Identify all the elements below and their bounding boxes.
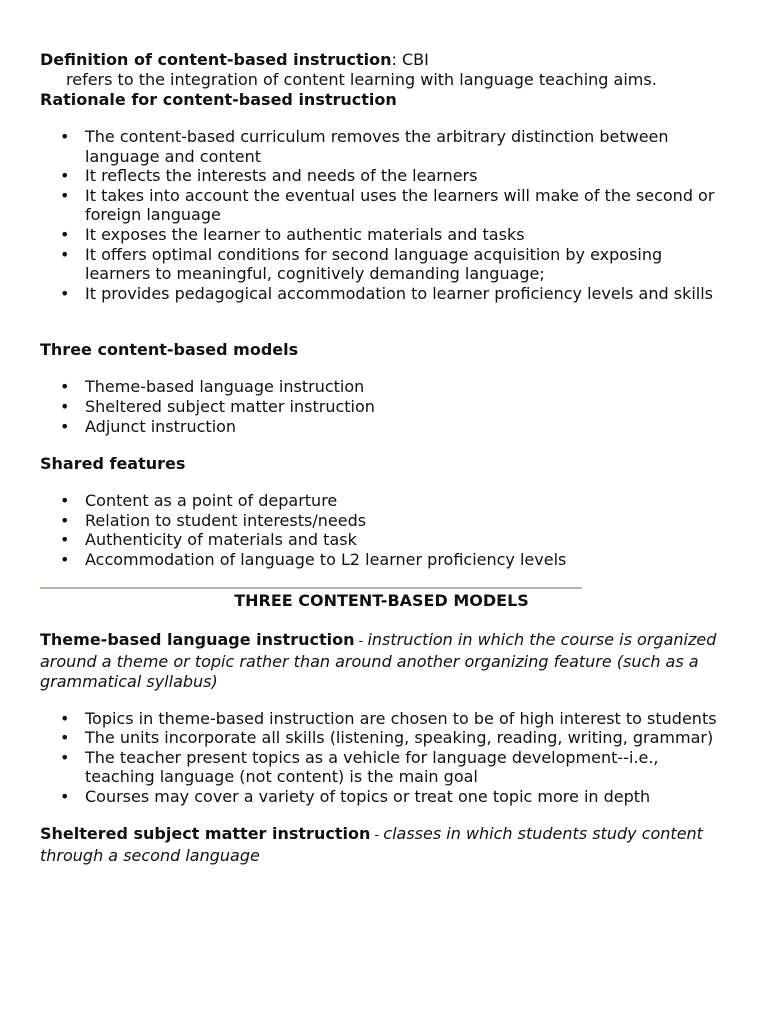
list-item: • Topics in theme-based instruction are chosen to be of high interest to students: [60, 708, 717, 728]
list-item: • It reflects the interests and needs of the learners: [60, 166, 478, 186]
list-item: • Content as a point of departure: [60, 491, 338, 511]
sheltered-title: Sheltered subject matter instruction: [40, 824, 371, 844]
list-item: • It exposes the learner to authentic materials and tasks: [60, 224, 525, 244]
list-item: • Accommodation of language to L2 learner proficiency levels: [60, 549, 567, 569]
theme-based-paragraph: [40, 630, 720, 692]
list-item: • Theme-based language instruction: [60, 377, 365, 397]
list-item: • Authenticity of materials and task: [60, 530, 357, 550]
list-item: • The content-based curriculum removes the arbitrary distinction between language and content: [60, 127, 669, 166]
sheltered-paragraph: [40, 824, 720, 866]
sheltered-dash: -: [370, 828, 384, 844]
theme-based-list: [40, 709, 720, 807]
shared-list: [40, 491, 720, 569]
models-list: [40, 377, 720, 436]
theme-based-dash: -: [354, 633, 368, 649]
section-title: THREE CONTENT-BASED MODELS: [234, 590, 529, 610]
sheltered-description: classes in which students study content through a second language: [40, 824, 703, 866]
definition-colon: :: [391, 50, 402, 69]
list-item: • It takes into account the eventual uses the learners will make of the second or foreign language: [60, 185, 715, 225]
definition-term: CBI: [401, 50, 429, 69]
list-item: • Relation to student interests/needs: [60, 510, 367, 530]
definition-text: refers to the integration of content learning with language teaching aims.: [66, 70, 657, 89]
list-item: • Courses may cover a variety of topics or treat one topic more in depth: [60, 786, 651, 806]
rationale-list: [40, 127, 720, 303]
list-item: • The teacher present topics as a vehicle for language development--i.e., teaching language (not content) is the main goal: [60, 747, 659, 787]
list-item: • The units incorporate all skills (listening, speaking, reading, writing, grammar): [60, 728, 714, 748]
list-item: • Sheltered subject matter instruction: [60, 396, 375, 416]
definition-label: Definition of content-based instruction: [40, 50, 392, 69]
list-item: • Adjunct instruction: [60, 416, 237, 436]
theme-based-description: instruction in which the course is organized around a theme or topic rather than around another organizing feature (such as a grammatical syllabus): [40, 629, 717, 691]
document-page: [40, 50, 720, 866]
shared-heading: Shared features: [40, 454, 186, 474]
definition-paragraph: [40, 50, 720, 70]
theme-based-title: Theme-based language instruction: [40, 629, 355, 649]
list-item: • It offers optimal conditions for second language acquisition by exposing learners to meaningful, cognitively demanding language;: [60, 244, 663, 284]
rationale-heading: Rationale for content-based instruction: [40, 90, 397, 109]
models-heading: Three content-based models: [40, 340, 299, 360]
list-item: • It provides pedagogical accommodation to learner proficiency levels and skills: [60, 283, 714, 303]
